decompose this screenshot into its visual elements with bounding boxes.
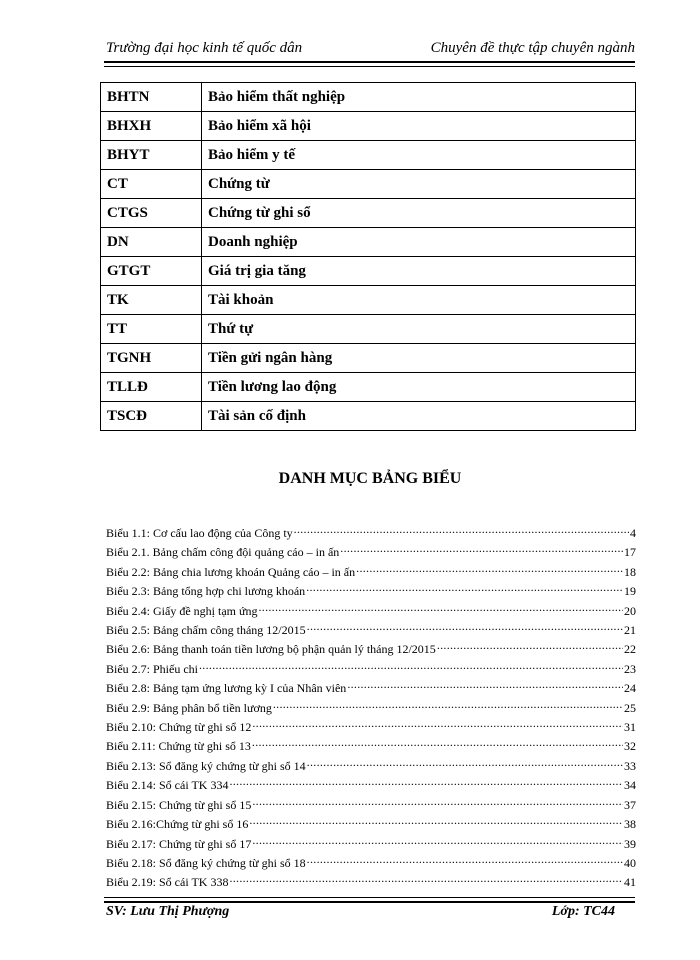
- list-item-label: Biểu 2.9: Bảng phân bổ tiền lương: [106, 700, 272, 715]
- list-item: [106, 580, 636, 599]
- abbreviation-code: TK: [101, 286, 202, 315]
- list-item-label: Biểu 2.2: Bảng chia lương khoán Quảng cáo – in ấn: [106, 564, 356, 579]
- list-item-page: 17: [624, 545, 636, 560]
- list-item-page: 34: [624, 778, 636, 793]
- list-item: [106, 852, 636, 871]
- abbreviation-code: BHTN: [101, 83, 202, 112]
- table-row: [101, 315, 636, 344]
- list-item: [106, 871, 636, 890]
- footer-rule: [104, 897, 635, 903]
- list-item-page: 22: [624, 642, 636, 657]
- list-item: [106, 561, 636, 580]
- dot-leader: [273, 697, 623, 712]
- dot-leader: [307, 755, 623, 770]
- list-item: [106, 600, 636, 619]
- abbreviation-meaning: Bảo hiểm xã hội: [202, 112, 636, 141]
- table-row: [101, 199, 636, 228]
- abbreviation-meaning: Bảo hiểm thất nghiệp: [202, 83, 636, 112]
- list-item: [106, 794, 636, 813]
- list-item-label: Biểu 1.1: Cơ cấu lao động của Công ty: [106, 526, 293, 540]
- abbreviation-code: GTGT: [101, 257, 202, 286]
- list-item-page: 21: [624, 623, 636, 638]
- list-item: [106, 755, 636, 774]
- list-item-label: Biểu 2.1. Bảng chấm công đội quảng cáo – in ấn: [106, 545, 340, 560]
- list-item-label: Biểu 2.3: Bảng tổng hợp chi lương khoán: [106, 584, 306, 599]
- list-item-page: 20: [624, 603, 636, 618]
- page-header: [104, 40, 635, 62]
- list-item-label: Biểu 2.8: Bảng tạm ứng lương kỳ I của Nhân viên: [106, 681, 347, 696]
- header-rule: [104, 61, 635, 67]
- list-item: [106, 735, 636, 754]
- list-item-page: 39: [624, 836, 636, 851]
- list-item: [106, 813, 636, 832]
- abbreviation-meaning: Giá trị gia tăng: [202, 257, 636, 286]
- abbreviation-code: CT: [101, 170, 202, 199]
- list-item-label: Biểu 2.13: Sổ đăng ký chứng từ ghi sổ 14: [106, 758, 306, 773]
- list-item: [106, 677, 636, 696]
- abbreviation-meaning: Thứ tự: [202, 315, 636, 344]
- table-row: [101, 344, 636, 373]
- list-item-page: 25: [624, 700, 636, 715]
- dot-leader: [294, 522, 629, 537]
- table-row: [101, 83, 636, 112]
- abbreviation-code: BHXH: [101, 112, 202, 141]
- list-item-page: 19: [624, 584, 636, 599]
- dot-leader: [340, 541, 623, 556]
- table-list: [106, 522, 636, 891]
- dot-leader: [252, 735, 623, 750]
- list-item-page: 32: [624, 739, 636, 754]
- abbreviation-code: BHYT: [101, 141, 202, 170]
- abbreviation-code: CTGS: [101, 199, 202, 228]
- list-item: [106, 658, 636, 677]
- list-item-label: Biểu 2.16:Chứng từ ghi sổ 16: [106, 817, 249, 832]
- list-item: [106, 774, 636, 793]
- list-item-label: Biểu 2.4: Giấy đề nghị tạm ứng: [106, 603, 258, 618]
- list-item-page: 41: [624, 875, 636, 890]
- table-row: [101, 286, 636, 315]
- dot-leader: [252, 716, 623, 731]
- list-item-label: Biểu 2.18: Sổ đăng ký chứng từ ghi sổ 18: [106, 855, 306, 870]
- page-footer: [104, 904, 635, 926]
- list-item-label: Biểu 2.19: Sổ cái TK 338: [106, 875, 229, 890]
- dot-leader: [307, 852, 623, 867]
- table-row: [101, 141, 636, 170]
- header-school: Trường đại học kinh tế quốc dân: [106, 40, 303, 56]
- abbreviation-meaning: Chứng từ ghi sổ: [202, 199, 636, 228]
- list-item: [106, 697, 636, 716]
- list-item-label: Biểu 2.17: Chứng từ ghi sổ 17: [106, 836, 252, 851]
- dot-leader: [258, 600, 623, 615]
- abbreviation-meaning: Doanh nghiệp: [202, 228, 636, 257]
- dot-leader: [356, 561, 623, 576]
- dot-leader: [307, 619, 623, 634]
- list-item-label: Biểu 2.10: Chứng từ ghi sổ 12: [106, 720, 252, 735]
- dot-leader: [252, 833, 623, 848]
- list-item-page: 40: [624, 855, 636, 870]
- list-item: [106, 522, 636, 541]
- abbreviation-meaning: Tài khoản: [202, 286, 636, 315]
- abbreviation-meaning: Tiền lương lao động: [202, 373, 636, 402]
- abbreviation-table: [100, 82, 636, 431]
- abbreviation-code: TGNH: [101, 344, 202, 373]
- footer-student: SV: Lưu Thị Phượng: [106, 904, 230, 919]
- list-item-label: Biểu 2.15: Chứng từ ghi sổ 15: [106, 797, 252, 812]
- list-item-label: Biểu 2.11: Chứng từ ghi sổ 13: [106, 739, 251, 754]
- abbreviation-code: TT: [101, 315, 202, 344]
- list-item-page: 31: [624, 720, 636, 735]
- dot-leader: [306, 580, 623, 595]
- list-item-page: 4: [630, 526, 636, 540]
- dot-leader: [347, 677, 623, 692]
- table-row: [101, 112, 636, 141]
- abbreviation-meaning: Chứng từ: [202, 170, 636, 199]
- footer-class: Lớp: TC44: [551, 904, 615, 919]
- dot-leader: [437, 638, 623, 653]
- list-item-page: 18: [624, 564, 636, 579]
- list-item: [106, 638, 636, 657]
- table-row: [101, 170, 636, 199]
- list-item: [106, 833, 636, 852]
- table-row: [101, 402, 636, 431]
- list-item-page: 37: [624, 797, 636, 812]
- list-item: [106, 541, 636, 560]
- list-item-label: Biểu 2.7: Phiếu chi: [106, 661, 198, 676]
- section-title: DANH MỤC BẢNG BIỂU: [278, 470, 462, 487]
- list-item: [106, 716, 636, 735]
- abbreviation-meaning: Tài sản cố định: [202, 402, 636, 431]
- list-item-page: 23: [624, 661, 636, 676]
- list-item-page: 38: [624, 817, 636, 832]
- table-row: [101, 228, 636, 257]
- abbreviation-code: TLLĐ: [101, 373, 202, 402]
- table-row: [101, 373, 636, 402]
- dot-leader: [199, 658, 623, 673]
- dot-leader: [249, 813, 623, 828]
- header-subject: Chuyên đề thực tập chuyên ngành: [430, 40, 635, 56]
- list-item-label: Biểu 2.14: Sổ cái TK 334: [106, 778, 229, 793]
- list-item-page: 33: [624, 758, 636, 773]
- list-item-label: Biểu 2.6: Bảng thanh toán tiền lương bộ phận quản lý tháng 12/2015: [106, 642, 436, 657]
- table-row: [101, 257, 636, 286]
- dot-leader: [252, 794, 623, 809]
- abbreviation-code: DN: [101, 228, 202, 257]
- list-item-label: Biểu 2.5: Bảng chấm công tháng 12/2015: [106, 623, 306, 638]
- dot-leader: [229, 774, 623, 789]
- abbreviation-meaning: Bảo hiểm y tế: [202, 141, 636, 170]
- dot-leader: [229, 871, 623, 886]
- list-item: [106, 619, 636, 638]
- abbreviation-meaning: Tiền gửi ngân hàng: [202, 344, 636, 373]
- abbreviation-code: TSCĐ: [101, 402, 202, 431]
- list-item-page: 24: [624, 681, 636, 696]
